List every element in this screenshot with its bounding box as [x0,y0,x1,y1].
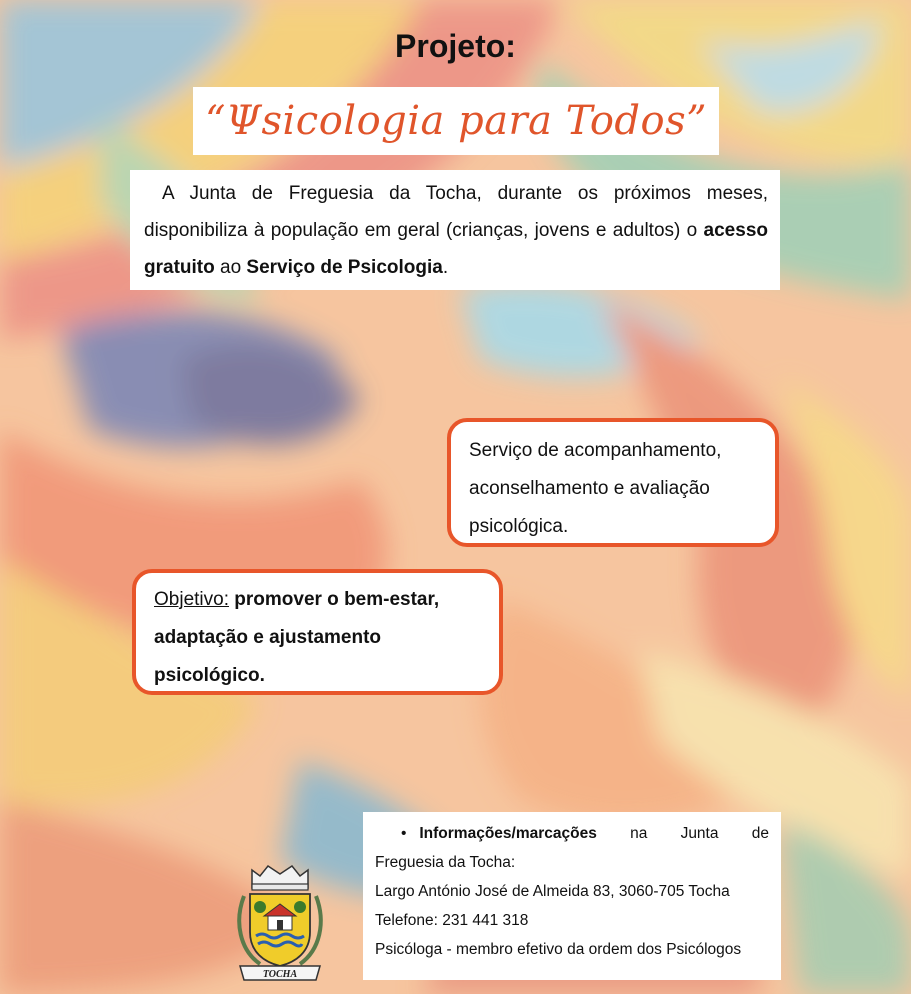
title-box [193,87,719,155]
info-first-line [375,819,769,848]
intro-text-3: . [442,257,449,278]
info-psychologist: Psicóloga - membro efetivo da ordem dos Psicólogos [375,941,742,958]
info-line-2: Freguesia da Tocha: [375,854,516,871]
crest-banner-text: TOCHA [262,969,298,980]
goal-line-3: psicológico. [154,665,265,686]
service-line-1: Serviço de acompanhamento, [469,440,722,461]
service-callout [447,418,779,547]
goal-label: Objetivo: [154,589,229,610]
info-box [363,812,781,980]
intro-bold-service: Serviço de Psicologia [246,257,443,278]
info-phone: Telefone: 231 441 318 [375,912,529,929]
intro-box [130,170,780,290]
page-heading: Projeto: [395,28,516,64]
info-word-de: de [751,825,769,842]
goal-line-1: promover o bem-estar, [234,589,440,610]
intro-text: A Junta de Freguesia da Tocha, durante os próximos meses, disponibiliza à população em geral (crianças, jovens e adultos) o [144,183,768,241]
intro-text-2: ao [214,257,247,278]
service-line-3: psicológica. [469,516,569,537]
goal-line-2: adaptação e ajustamento [154,627,382,648]
bullet-icon: • [401,825,407,842]
info-bold: Informações/marcações [419,825,597,842]
service-line-2: aconselhamento e avaliação [469,478,710,499]
info-word-na: na [630,825,648,842]
info-word-junta: Junta [680,825,719,842]
info-address: Largo António José de Almeida 83, 3060-705 Tocha [375,883,730,900]
project-title: “Ψsicologia para Todos” [204,98,708,144]
intro-bold-free-access: acesso gratuito [144,220,768,278]
goal-callout [132,569,503,695]
tocha-crest-logo [230,862,330,984]
